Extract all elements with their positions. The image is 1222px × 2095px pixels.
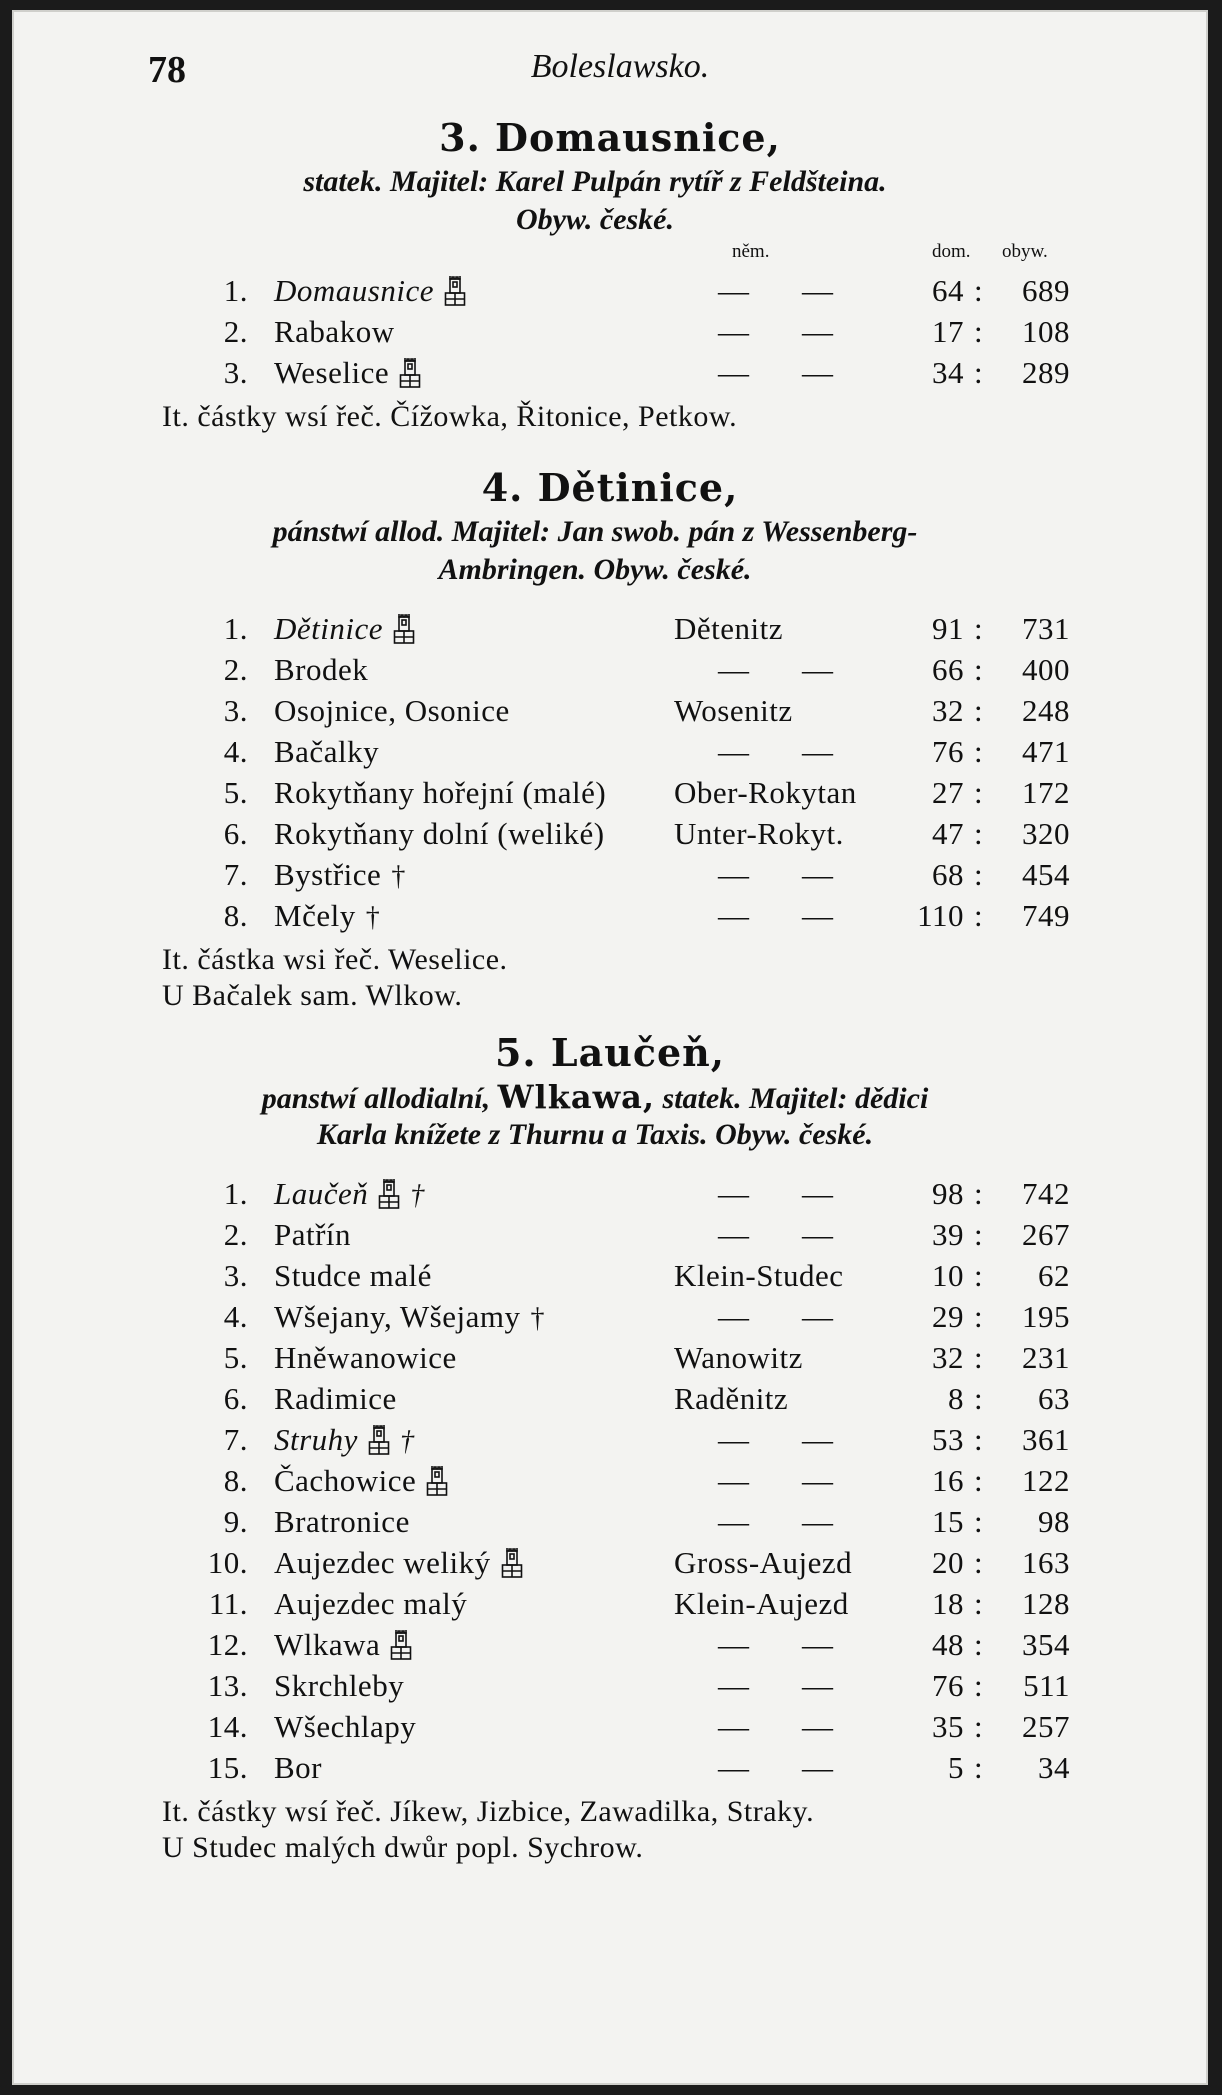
- estate-name: Wlkawa,: [497, 1078, 656, 1116]
- ditto-dash: —: [802, 1422, 834, 1457]
- village-name-text: Skrchleby: [274, 1668, 405, 1703]
- village-name-text: Rokytňany hořejní (malé): [274, 775, 607, 810]
- village-row: [162, 1545, 1070, 1585]
- village-name: [274, 1627, 412, 1663]
- german-name: Wanowitz: [674, 1340, 803, 1375]
- houses-count: 34: [932, 355, 964, 390]
- ditto-dash: —: [802, 1176, 834, 1211]
- houses-count: 98: [932, 1176, 964, 1211]
- village-row: [162, 1504, 1070, 1544]
- village-name-text: Brodek: [274, 652, 369, 687]
- section-description-line: pánstwí allod. Majitel: Jan swob. pán z Wessenberg-: [272, 515, 918, 548]
- village-row: [162, 1381, 1070, 1421]
- village-row: [162, 857, 1070, 897]
- village-name: [274, 1422, 414, 1458]
- village-row: [162, 1422, 1070, 1462]
- ditto-dash: —: [802, 355, 834, 390]
- inhabitants-count: 320: [1022, 816, 1070, 851]
- inhabitants-count: 354: [1022, 1627, 1070, 1662]
- houses-count: 32: [932, 1340, 964, 1375]
- row-number: 15.: [207, 1750, 248, 1785]
- section-description-line: Ambringen. Obyw. české.: [438, 553, 752, 586]
- ratio-colon: :: [974, 1750, 984, 1785]
- german-name: Unter-Rokyt.: [674, 816, 844, 851]
- village-row: [162, 693, 1070, 733]
- inhabitants-count: 361: [1022, 1422, 1070, 1457]
- row-number: 5.: [223, 1340, 248, 1375]
- village-name-text: Patřín: [274, 1217, 352, 1252]
- section-note: It. částky wsí řeč. Jíkew, Jizbice, Zawadilka, Straky.: [162, 1795, 815, 1828]
- village-name: [274, 314, 395, 350]
- houses-count: 47: [932, 816, 964, 851]
- village-name-text: Dětinice: [274, 611, 384, 646]
- houses-count: 27: [932, 775, 964, 810]
- village-row: [162, 1217, 1070, 1257]
- houses-count: 17: [932, 314, 964, 349]
- ratio-colon: :: [974, 1381, 984, 1416]
- row-number: 3.: [223, 355, 248, 390]
- houses-count: 15: [932, 1504, 964, 1539]
- ditto-dash: —: [802, 314, 834, 349]
- village-name-text: Struhy: [274, 1422, 358, 1457]
- ditto-dash: —: [802, 1709, 834, 1744]
- village-name-text: Mčely: [274, 898, 356, 933]
- german-name: Wosenitz: [674, 693, 793, 728]
- village-name-text: Aujezdec malý: [274, 1586, 468, 1621]
- inhabitants-count: 742: [1022, 1176, 1070, 1211]
- row-number: 12.: [207, 1627, 248, 1662]
- village-name: [274, 1217, 351, 1253]
- ratio-colon: :: [974, 1176, 984, 1211]
- page-number: 78: [148, 49, 186, 91]
- ditto-dash: —: [718, 1463, 750, 1498]
- ditto-dash: —: [718, 1422, 750, 1457]
- village-name: [274, 1340, 457, 1376]
- castle-icon: [501, 1545, 523, 1579]
- inhabitants-count: 400: [1022, 652, 1070, 687]
- ratio-colon: :: [974, 1463, 984, 1498]
- houses-count: 91: [932, 611, 964, 646]
- houses-count: 110: [917, 898, 964, 933]
- column-header-obyw: obyw.: [1002, 241, 1048, 262]
- castle-icon: [426, 1463, 448, 1497]
- houses-count: 53: [932, 1422, 964, 1457]
- ratio-colon: :: [974, 1586, 984, 1621]
- column-header-nem: něm.: [732, 241, 770, 262]
- row-number: 5.: [223, 775, 248, 810]
- houses-count: 48: [932, 1627, 964, 1662]
- ratio-colon: :: [974, 611, 984, 646]
- ratio-colon: :: [974, 775, 984, 810]
- ratio-colon: :: [974, 1422, 984, 1457]
- row-number: 11.: [208, 1586, 248, 1621]
- village-name-text: Bor: [274, 1750, 322, 1785]
- village-row: [162, 816, 1070, 856]
- ditto-dash: —: [718, 314, 750, 349]
- village-name: [274, 1668, 404, 1704]
- ditto-dash: —: [802, 1750, 834, 1785]
- village-name: [274, 857, 406, 893]
- village-name: [274, 273, 466, 309]
- ratio-colon: :: [974, 1709, 984, 1744]
- ditto-dash: —: [802, 1627, 834, 1662]
- ditto-dash: —: [802, 1463, 834, 1498]
- book-page: [12, 10, 1208, 2085]
- village-name-text: Wlkawa: [274, 1627, 381, 1662]
- church-cross-icon: †: [365, 902, 381, 933]
- houses-count: 66: [932, 652, 964, 687]
- row-number: 14.: [207, 1709, 248, 1744]
- inhabitants-count: 248: [1022, 693, 1070, 728]
- section-title: 3. Domausnice,: [439, 115, 781, 160]
- row-number: 1.: [223, 611, 248, 646]
- village-name-text: Bačalky: [274, 734, 380, 769]
- church-cross-icon: †: [410, 1180, 425, 1211]
- village-name-text: Hněwanowice: [274, 1340, 457, 1375]
- houses-count: 76: [932, 734, 964, 769]
- row-number: 7.: [223, 1422, 248, 1457]
- row-number: 10.: [207, 1545, 248, 1580]
- village-name: [274, 1545, 523, 1581]
- ditto-dash: —: [718, 1668, 750, 1703]
- village-name-text: Studce malé: [274, 1258, 432, 1293]
- page-content: [12, 10, 1208, 2085]
- village-name: [274, 693, 510, 729]
- german-name: Raděnitz: [674, 1381, 789, 1416]
- inhabitants-count: 289: [1022, 355, 1070, 390]
- ratio-colon: :: [974, 693, 984, 728]
- ditto-dash: —: [718, 898, 750, 933]
- houses-count: 68: [932, 857, 964, 892]
- inhabitants-count: 454: [1022, 857, 1070, 892]
- ratio-colon: :: [974, 1504, 984, 1539]
- ratio-colon: :: [974, 1258, 984, 1293]
- church-cross-icon: †: [391, 861, 406, 892]
- village-row: [162, 652, 1070, 692]
- row-number: 2.: [223, 1217, 248, 1252]
- village-name-text: Bratronice: [274, 1504, 410, 1539]
- village-name: [274, 1750, 322, 1786]
- houses-count: 10: [932, 1258, 964, 1293]
- ratio-colon: :: [974, 1668, 984, 1703]
- ratio-colon: :: [974, 273, 984, 308]
- inhabitants-count: 172: [1022, 775, 1070, 810]
- village-row: [162, 1258, 1070, 1298]
- houses-count: 29: [932, 1299, 964, 1334]
- ditto-dash: —: [718, 273, 750, 308]
- row-number: 8.: [223, 898, 248, 933]
- row-number: 8.: [223, 1463, 248, 1498]
- inhabitants-count: 231: [1022, 1340, 1070, 1375]
- houses-count: 76: [932, 1668, 964, 1703]
- village-name: [274, 1463, 448, 1499]
- row-number: 4.: [223, 1299, 248, 1334]
- row-number: 9.: [223, 1504, 248, 1539]
- village-name: [274, 355, 421, 391]
- inhabitants-count: 267: [1022, 1217, 1070, 1252]
- inhabitants-count: 689: [1022, 273, 1070, 308]
- ratio-colon: :: [974, 1545, 984, 1580]
- houses-count: 5: [948, 1750, 964, 1785]
- castle-icon: [378, 1176, 400, 1210]
- houses-count: 18: [932, 1586, 964, 1621]
- ditto-dash: —: [802, 652, 834, 687]
- ditto-dash: —: [718, 1217, 750, 1252]
- german-name: Gross-Aujezd: [674, 1545, 853, 1580]
- ditto-dash: —: [802, 734, 834, 769]
- inhabitants-count: 108: [1022, 314, 1070, 349]
- ditto-dash: —: [718, 652, 750, 687]
- ditto-dash: —: [802, 1217, 834, 1252]
- village-name: [274, 1586, 467, 1622]
- section-description-line: statek. Majitel: Karel Pulpán rytíř z Feldšteina.: [303, 165, 887, 198]
- village-name: [274, 1258, 432, 1294]
- houses-count: 16: [932, 1463, 964, 1498]
- ditto-dash: —: [802, 857, 834, 892]
- inhabitants-count: 34: [1038, 1750, 1070, 1785]
- section-title: 4. Dětinice,: [481, 465, 739, 510]
- village-row: [162, 898, 1070, 938]
- village-name: [274, 1176, 425, 1212]
- village-name-text: Wšechlapy: [274, 1709, 417, 1744]
- village-name: [274, 775, 606, 811]
- houses-count: 39: [932, 1217, 964, 1252]
- village-row: [162, 1627, 1070, 1667]
- inhabitants-count: 511: [1023, 1668, 1070, 1703]
- houses-count: 35: [932, 1709, 964, 1744]
- houses-count: 8: [948, 1381, 964, 1416]
- ratio-colon: :: [974, 816, 984, 851]
- row-number: 6.: [223, 816, 248, 851]
- ditto-dash: —: [802, 1504, 834, 1539]
- village-name-text: Rokytňany dolní (weliké): [274, 816, 605, 851]
- village-row: [162, 355, 1070, 395]
- ditto-dash: —: [718, 857, 750, 892]
- houses-count: 64: [932, 273, 964, 308]
- inhabitants-count: 731: [1022, 611, 1070, 646]
- castle-icon: [444, 273, 466, 307]
- row-number: 6.: [223, 1381, 248, 1416]
- ratio-colon: :: [974, 314, 984, 349]
- inhabitants-count: 749: [1022, 898, 1070, 933]
- castle-icon: [368, 1422, 390, 1456]
- houses-count: 32: [932, 693, 964, 728]
- inhabitants-count: 471: [1022, 734, 1070, 769]
- section-description-line: Obyw. české.: [516, 203, 674, 236]
- village-name: [274, 611, 415, 647]
- village-name-text: Bystřice: [274, 857, 382, 892]
- row-number: 7.: [223, 857, 248, 892]
- village-row: [162, 1586, 1070, 1626]
- ditto-dash: —: [718, 1176, 750, 1211]
- ratio-colon: :: [974, 1340, 984, 1375]
- section-note: It. částky wsí řeč. Čížowka, Řitonice, Petkow.: [162, 400, 738, 433]
- village-row: [162, 734, 1070, 774]
- ratio-colon: :: [974, 857, 984, 892]
- row-number: 4.: [223, 734, 248, 769]
- row-number: 2.: [223, 652, 248, 687]
- village-name: [274, 1299, 545, 1335]
- castle-icon: [393, 611, 415, 645]
- row-number: 3.: [223, 693, 248, 728]
- section-description-line: panstwí allodialní, Wlkawa, statek. Majitel: dědici: [261, 1078, 929, 1116]
- section-description-line: Karla knížete z Thurnu a Taxis. Obyw. české.: [316, 1118, 874, 1151]
- village-name: [274, 1381, 397, 1417]
- village-row: [162, 775, 1070, 815]
- village-name-text: Osojnice, Osonice: [274, 693, 510, 728]
- row-number: 3.: [223, 1258, 248, 1293]
- village-row: [162, 1176, 1070, 1216]
- village-name-text: Radimice: [274, 1381, 397, 1416]
- ditto-dash: —: [718, 1750, 750, 1785]
- ratio-colon: :: [974, 898, 984, 933]
- ditto-dash: —: [718, 1504, 750, 1539]
- village-row: [162, 273, 1070, 313]
- village-name: [274, 652, 368, 688]
- village-row: [162, 1340, 1070, 1380]
- inhabitants-count: 195: [1022, 1299, 1070, 1334]
- inhabitants-count: 98: [1038, 1504, 1070, 1539]
- column-header-dom: dom.: [932, 241, 971, 262]
- german-name: Ober-Rokytan: [674, 775, 857, 810]
- houses-count: 20: [932, 1545, 964, 1580]
- ditto-dash: —: [802, 898, 834, 933]
- german-name: Klein-Studec: [674, 1258, 844, 1293]
- section-note: It. částka wsi řeč. Weselice.: [162, 943, 508, 976]
- inhabitants-count: 128: [1022, 1586, 1070, 1621]
- inhabitants-count: 63: [1038, 1381, 1070, 1416]
- ditto-dash: —: [802, 1299, 834, 1334]
- village-name: [274, 734, 379, 770]
- ditto-dash: —: [718, 1627, 750, 1662]
- ditto-dash: —: [718, 734, 750, 769]
- inhabitants-count: 257: [1022, 1709, 1070, 1744]
- ditto-dash: —: [802, 1668, 834, 1703]
- inhabitants-count: 122: [1022, 1463, 1070, 1498]
- ratio-colon: :: [974, 1627, 984, 1662]
- village-row: [162, 1299, 1070, 1339]
- row-number: 2.: [223, 314, 248, 349]
- village-name-text: Aujezdec weliký: [274, 1545, 491, 1580]
- village-row: [162, 1750, 1070, 1790]
- german-name: Dětenitz: [674, 611, 784, 646]
- running-title: Boleslawsko.: [530, 48, 710, 85]
- village-row: [162, 314, 1070, 354]
- inhabitants-count: 62: [1038, 1258, 1070, 1293]
- ratio-colon: :: [974, 1217, 984, 1252]
- section-note: U Studec malých dwůr popl. Sychrow.: [162, 1831, 644, 1864]
- row-number: 13.: [207, 1668, 248, 1703]
- ditto-dash: —: [718, 1709, 750, 1744]
- ratio-colon: :: [974, 1299, 984, 1334]
- section-title: 5. Laučeň,: [494, 1030, 726, 1075]
- row-number: 1.: [223, 273, 248, 308]
- castle-icon: [399, 355, 421, 389]
- church-cross-icon: †: [399, 1426, 415, 1457]
- church-cross-icon: †: [530, 1303, 545, 1334]
- ratio-colon: :: [974, 734, 984, 769]
- castle-icon: [390, 1627, 412, 1661]
- village-name-text: Laučeň: [274, 1176, 369, 1211]
- village-name-text: Rabakow: [274, 314, 395, 349]
- village-row: [162, 1668, 1070, 1708]
- ditto-dash: —: [802, 273, 834, 308]
- village-name-text: Domausnice: [274, 273, 434, 308]
- village-name: [274, 1504, 410, 1540]
- ditto-dash: —: [718, 1299, 750, 1334]
- village-row: [162, 611, 1070, 651]
- ditto-dash: —: [718, 355, 750, 390]
- ratio-colon: :: [974, 355, 984, 390]
- village-row: [162, 1709, 1070, 1749]
- village-row: [162, 1463, 1070, 1503]
- village-name: [274, 898, 380, 934]
- village-name-text: Weselice: [274, 355, 390, 390]
- row-number: 1.: [223, 1176, 248, 1211]
- village-name: [274, 1709, 416, 1745]
- german-name: Klein-Aujezd: [674, 1586, 849, 1621]
- village-name-text: Wšejany, Wšejamy: [274, 1299, 521, 1334]
- ratio-colon: :: [974, 652, 984, 687]
- section-note: U Bačalek sam. Wlkow.: [162, 979, 463, 1012]
- village-name: [274, 816, 605, 852]
- inhabitants-count: 163: [1022, 1545, 1070, 1580]
- village-name-text: Čachowice: [274, 1463, 417, 1498]
